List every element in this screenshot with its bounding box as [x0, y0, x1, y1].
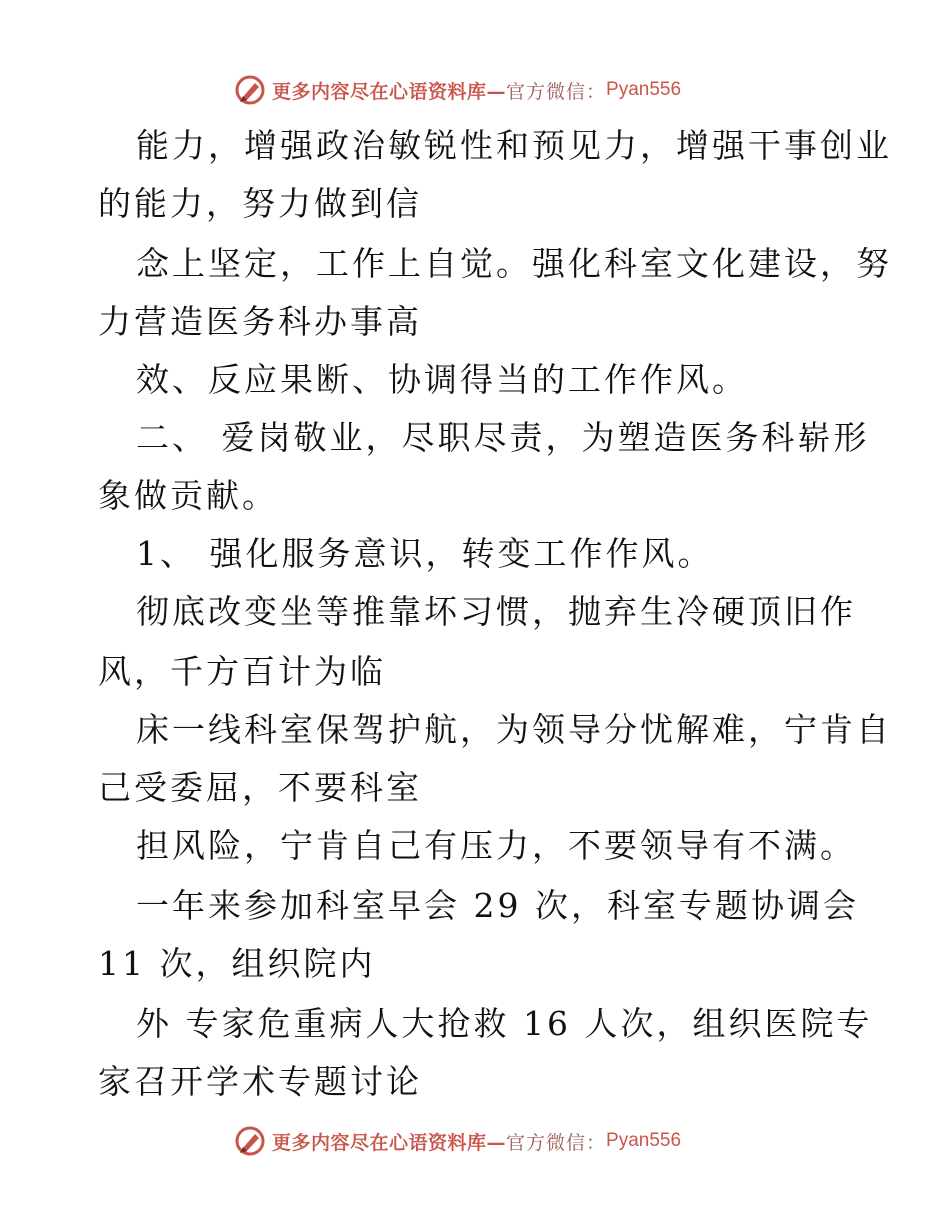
text-line: 力营造医务科办事高 — [98, 302, 422, 341]
text-line: 床一线科室保驾护航，为领导分忧解难，宁肯自 — [136, 710, 892, 749]
watermark-wechat-id: Pyan556 — [606, 79, 682, 100]
text-line: 家召开学术专题讨论 — [98, 1062, 422, 1101]
text-line: 的能力，努力做到信 — [98, 184, 422, 223]
section-heading: 二、 爱岗敬业，尽职尽责，为塑造医务科崭形 — [136, 418, 870, 457]
text-line: 外 专家危重病人大抢救 16 人次，组织医院专 — [136, 1004, 873, 1043]
text-line: 一年来参加科室早会 29 次，科室专题协调会 — [136, 886, 859, 925]
watermark-footer — [234, 1125, 681, 1157]
text-line: 彻底改变坐等推靠坏习惯，抛弃生冷硬顶旧作 — [136, 592, 856, 631]
text-line: 能力，增强政治敏锐性和预见力，增强干事创业 — [136, 126, 892, 165]
text-line: 象做贡献。 — [98, 476, 278, 515]
text-line: 念上坚定，工作上自觉。强化科室文化建设，努 — [136, 244, 892, 283]
watermark-text: 更多内容尽在心语资料库— — [272, 80, 507, 103]
watermark-wechat-id: Pyan556 — [606, 1130, 682, 1151]
text-line: 担风险，宁肯自己有压力，不要领导有不满。 — [136, 826, 856, 865]
watermark-wechat-label: 官方微信： — [506, 1131, 607, 1154]
pen-logo-icon — [234, 74, 266, 106]
text-line: 己受委屈，不要科室 — [98, 768, 422, 807]
pen-logo-icon — [234, 1125, 266, 1157]
subsection-heading: 1、 强化服务意识，转变工作作风。 — [136, 534, 714, 573]
watermark-header — [234, 74, 681, 106]
watermark-wechat-label: 官方微信： — [506, 80, 607, 103]
text-line: 风，千方百计为临 — [98, 652, 386, 691]
text-line: 效、反应果断、协调得当的工作作风。 — [136, 360, 748, 399]
watermark-text: 更多内容尽在心语资料库— — [272, 1131, 507, 1154]
text-line: 11 次，组织院内 — [98, 944, 376, 983]
